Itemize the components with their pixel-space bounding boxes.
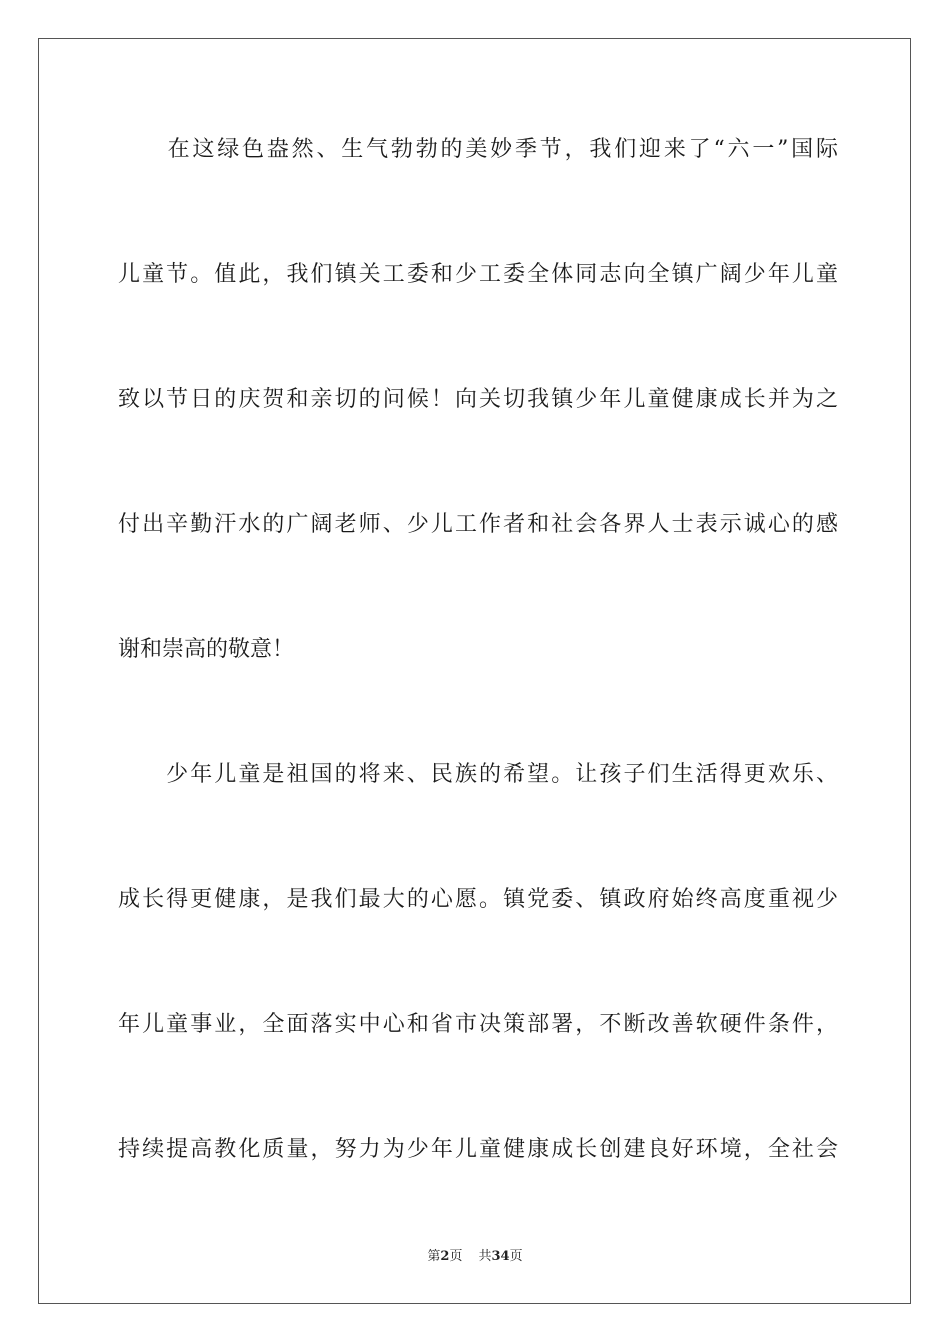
paragraph-2-line-2: 成长得更健康，是我们最大的心愿。镇党委、镇政府始终高度重视少: [118, 887, 838, 912]
page-number: 2: [440, 1249, 450, 1264]
page-frame: [38, 38, 911, 1304]
paragraph-1-line-5: 谢和崇高的敬意！: [118, 637, 295, 662]
paragraph-1-line-4: 付出辛勤汗水的广阔老师、少儿工作者和社会各界人士表示诚心的感: [118, 512, 838, 537]
total-label-prefix: 共: [478, 1249, 492, 1264]
total-pages: 34: [491, 1249, 510, 1264]
page-footer: [0, 1248, 950, 1266]
paragraph-1-line-3: 致以节日的庆贺和亲切的问候！向关切我镇少年儿童健康成长并为之: [118, 387, 838, 412]
paragraph-2-line-1: 少年儿童是祖国的将来、民族的希望。让孩子们生活得更欢乐、: [118, 762, 838, 787]
paragraph-2-line-4: 持续提高教化质量，努力为少年儿童健康成长创建良好环境，全社会: [118, 1137, 838, 1162]
paragraph-2-line-3: 年儿童事业，全面落实中心和省市决策部署，不断改善软硬件条件，: [118, 1012, 838, 1037]
paragraph-1-line-1: 在这绿色盎然、生气勃勃的美妙季节，我们迎来了“六一”国际: [118, 137, 838, 162]
page-label-prefix: 第: [427, 1249, 441, 1264]
page-label-suffix: 页: [449, 1249, 463, 1264]
paragraph-1-line-2: 儿童节。值此，我们镇关工委和少工委全体同志向全镇广阔少年儿童: [118, 262, 838, 287]
total-label-suffix: 页: [509, 1249, 523, 1264]
